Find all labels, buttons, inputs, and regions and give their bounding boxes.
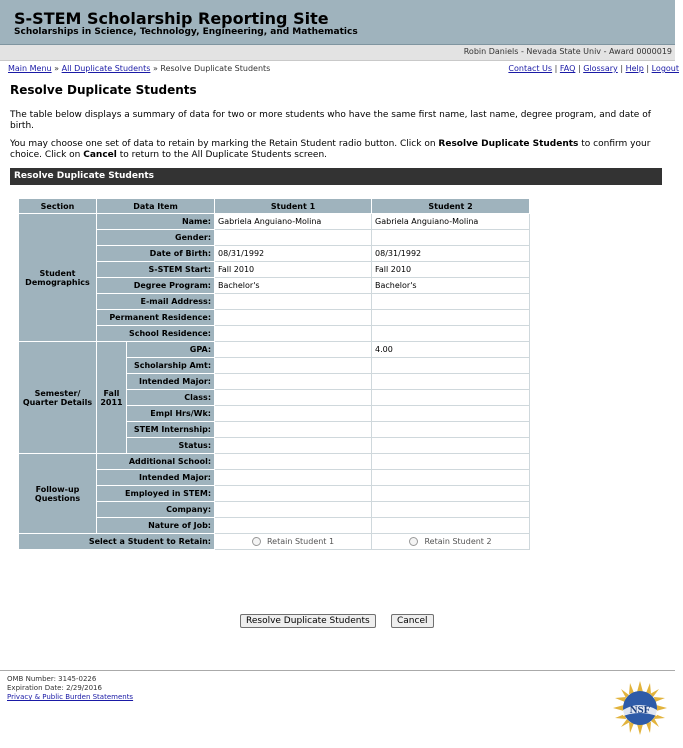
student-1-value [215,454,372,470]
data-item-label: Nature of Job: [97,518,215,534]
breadcrumb-separator: » [54,64,60,73]
table-row [19,342,530,358]
user-info: Robin Daniels - Nevada State Univ - Award 0000019 [463,47,672,56]
student-1-value [215,342,372,358]
student-2-value [372,326,530,342]
header-student-1: Student 1 [215,199,372,214]
student-1-value [215,438,372,454]
student-1-value [215,294,372,310]
expiration-date: Expiration Date: 2/29/2016 [7,684,102,692]
section-demographics: Student Demographics [19,214,97,342]
student-1-value [215,326,372,342]
data-item-label: STEM Internship: [127,422,215,438]
logout-link[interactable]: Logout [651,64,679,73]
retain-student-1-cell[interactable] [215,534,372,550]
table-header-row [19,199,530,214]
link-separator: | [620,64,624,73]
student-2-value: Fall 2010 [372,262,530,278]
instructions-cancel-bold: Cancel [83,150,117,160]
user-info-bar [0,45,675,61]
student-2-value: 4.00 [372,342,530,358]
table-row [19,454,530,470]
resolve-duplicate-students-button[interactable]: Resolve Duplicate Students [240,614,376,628]
privacy-statements-link[interactable]: Privacy & Public Burden Statements [7,693,134,701]
data-item-label: Permanent Residence: [97,310,215,326]
student-2-value [372,438,530,454]
site-title: S-STEM Scholarship Reporting Site [14,9,329,28]
student-1-value [215,422,372,438]
student-2-value [372,486,530,502]
student-1-value [215,518,372,534]
site-header [0,0,675,45]
student-2-value [372,406,530,422]
glossary-link[interactable]: Glossary [583,64,618,73]
student-1-value [215,406,372,422]
retain-student-2-label: Retain Student 2 [424,537,492,546]
student-2-value [372,294,530,310]
breadcrumb-separator: » [152,64,158,73]
student-2-value [372,518,530,534]
data-item-label: Name: [97,214,215,230]
student-1-value [215,310,372,326]
term-label: Fall 2011 [97,342,127,454]
student-1-value [215,470,372,486]
link-separator: | [577,64,581,73]
student-1-value: Bachelor's [215,278,372,294]
data-item-label: School Residence: [97,326,215,342]
help-link[interactable]: Help [625,64,644,73]
nsf-logo-icon [612,680,668,736]
faq-link[interactable]: FAQ [559,64,576,73]
breadcrumb-main-menu[interactable]: Main Menu [8,64,52,73]
student-1-value: Gabriela Anguiano-Molina [215,214,372,230]
breadcrumb [8,64,270,73]
top-links [508,64,679,73]
link-separator: | [554,64,558,73]
student-2-value [372,502,530,518]
retain-student-1-radio[interactable] [252,537,261,546]
student-2-value [372,470,530,486]
data-item-label: Employed in STEM: [97,486,215,502]
student-2-value [372,358,530,374]
instructions-part-1: You may choose one set of data to retain by marking the Retain Student radio button. Click on [10,139,439,149]
student-2-value [372,374,530,390]
data-item-label: Additional School: [97,454,215,470]
data-item-label: Status: [127,438,215,454]
student-2-value [372,454,530,470]
breadcrumb-all-duplicates[interactable]: All Duplicate Students [61,64,151,73]
data-item-label: E-mail Address: [97,294,215,310]
student-1-value [215,230,372,246]
section-bar-title: Resolve Duplicate Students [14,171,155,181]
footer-divider [0,670,675,671]
header-student-2: Student 2 [372,199,530,214]
data-item-label: Class: [127,390,215,406]
section-semester: Semester/ Quarter Details [19,342,97,454]
student-2-value: 08/31/1992 [372,246,530,262]
site-subtitle: Scholarships in Science, Technology, Engineering, and Mathematics [14,27,358,37]
nsf-logo-text: NSF [629,704,651,716]
instructions-text [10,139,660,161]
header-section: Section [19,199,97,214]
student-1-value: 08/31/1992 [215,246,372,262]
instructions-part-3: to return to the All Duplicate Students screen. [116,150,328,160]
student-2-value: Gabriela Anguiano-Molina [372,214,530,230]
section-followup: Follow-up Questions [19,454,97,534]
student-1-value [215,486,372,502]
contact-us-link[interactable]: Contact Us [508,64,553,73]
footer [7,675,133,702]
data-item-label: Intended Major: [127,374,215,390]
student-2-value [372,230,530,246]
retain-student-1-label: Retain Student 1 [266,537,335,546]
breadcrumb-current: Resolve Duplicate Students [160,64,271,73]
student-1-value [215,502,372,518]
student-2-value [372,310,530,326]
section-bar [10,168,662,185]
student-1-value: Fall 2010 [215,262,372,278]
data-item-label: GPA: [127,342,215,358]
student-2-value [372,422,530,438]
data-item-label: Intended Major: [97,470,215,486]
student-2-value: Bachelor's [372,278,530,294]
student-1-value [215,358,372,374]
data-item-label: Company: [97,502,215,518]
omb-number: OMB Number: 3145-0226 [7,675,97,683]
duplicates-table [18,198,530,550]
retain-row [19,534,530,550]
data-item-label: Date of Birth: [97,246,215,262]
link-separator: | [646,64,650,73]
data-item-label: Scholarship Amt: [127,358,215,374]
data-item-label: Gender: [97,230,215,246]
header-data-item: Data Item [97,199,215,214]
student-1-value [215,374,372,390]
retain-student-2-cell[interactable] [372,534,530,550]
data-item-label: Degree Program: [97,278,215,294]
instructions-resolve-bold: Resolve Duplicate Students [438,139,579,149]
table-row [19,214,530,230]
retain-student-2-radio[interactable] [409,537,418,546]
intro-text: The table below displays a summary of data for two or more students who have the same first name, last name, degree program, and date of birth. [10,110,651,131]
student-1-value [215,390,372,406]
page-title: Resolve Duplicate Students [10,83,197,97]
instructions-part-2: to confirm your choice. Click on [10,139,651,160]
cancel-button[interactable]: Cancel [391,614,434,628]
select-student-label: Select a Student to Retain: [19,534,215,550]
data-item-label: S-STEM Start: [97,262,215,278]
data-item-label: Empl Hrs/Wk: [127,406,215,422]
student-2-value [372,390,530,406]
